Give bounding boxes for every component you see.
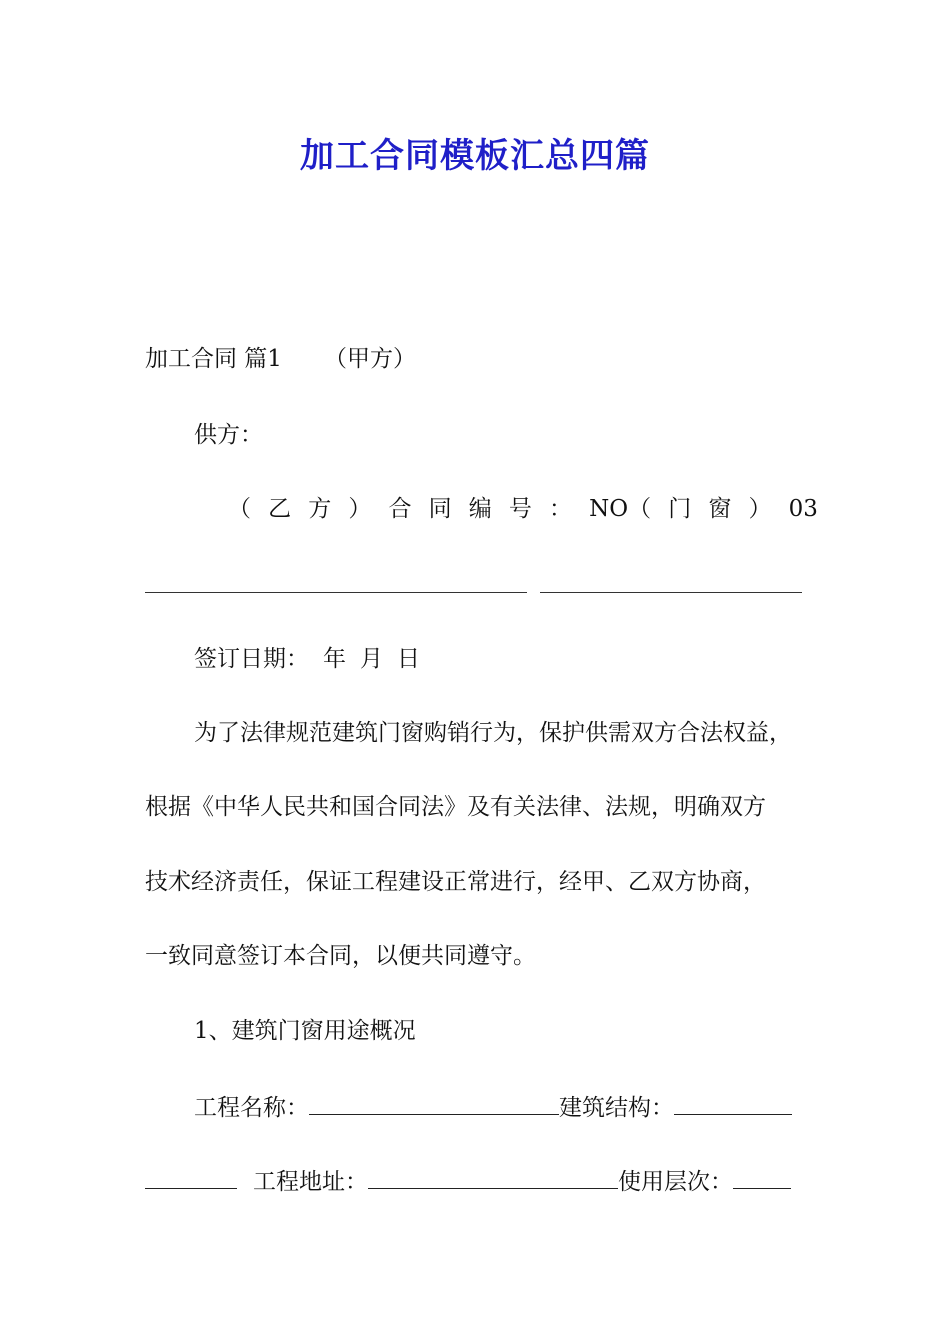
structure-label: 建筑结构： xyxy=(559,1095,674,1121)
floors-label: 使用层次： xyxy=(618,1169,733,1195)
contract-no-prefix: NO（ xyxy=(589,496,652,522)
contract-char-4: 号 xyxy=(508,496,532,522)
contract-char-3: 编 xyxy=(468,496,492,522)
project-address-blank[interactable] xyxy=(368,1166,618,1189)
party-b-char-2: 方 xyxy=(308,496,332,522)
paragraph-line-4: 一致同意签订本合同，以便共同遵守。 xyxy=(145,943,536,969)
supplier-label: 供方： xyxy=(194,422,263,448)
document-title: 加工合同模板汇总四篇 xyxy=(300,136,650,176)
door-char: 门 xyxy=(668,496,692,522)
party-b-char-1: 乙 xyxy=(268,496,292,522)
sign-date-day: 日 xyxy=(397,646,420,672)
sign-date-row xyxy=(194,644,420,674)
project-name-label: 工程名称： xyxy=(194,1095,309,1121)
contract-char-1: 合 xyxy=(388,496,412,522)
field-row-1 xyxy=(194,1092,792,1123)
blank-line-right xyxy=(540,592,802,593)
project-address-label: 工程地址： xyxy=(253,1169,368,1195)
contract-heading-label: 加工合同 篇1 xyxy=(145,346,282,372)
contract-char-2: 同 xyxy=(428,496,452,522)
contract-no-close-paren: ） xyxy=(748,496,772,522)
party-b-close-paren: ） xyxy=(348,496,372,522)
sign-date-label: 签订日期： xyxy=(194,646,309,672)
field-row-2 xyxy=(145,1166,791,1197)
party-a-label: （甲方） xyxy=(323,346,416,372)
structure-blank[interactable] xyxy=(674,1092,792,1115)
party-b-open-paren: （ xyxy=(228,496,251,522)
paragraph-line-1: 为了法律规范建筑门窗购销行为，保护供需双方合法权益， xyxy=(194,720,792,746)
floors-blank[interactable] xyxy=(733,1166,791,1189)
paragraph-line-3: 技术经济责任，保证工程建设正常进行，经甲、乙双方协商， xyxy=(145,869,766,895)
contract-colon: ： xyxy=(549,496,572,522)
project-name-blank[interactable] xyxy=(309,1092,559,1115)
sign-date-year: 年 xyxy=(323,646,346,672)
paragraph-line-2: 根据《中华人民共和国合同法》及有关法律、法规，明确双方 xyxy=(145,794,766,820)
structure-blank-continued[interactable] xyxy=(145,1166,237,1189)
sign-date-month: 月 xyxy=(360,646,383,672)
contract-heading xyxy=(145,344,416,374)
window-char: 窗 xyxy=(708,496,732,522)
contract-number-row xyxy=(228,494,818,524)
contract-no-code: 03 xyxy=(788,496,818,522)
section-1-heading: 1、建筑门窗用途概况 xyxy=(194,1018,416,1044)
blank-line-left xyxy=(145,592,527,593)
